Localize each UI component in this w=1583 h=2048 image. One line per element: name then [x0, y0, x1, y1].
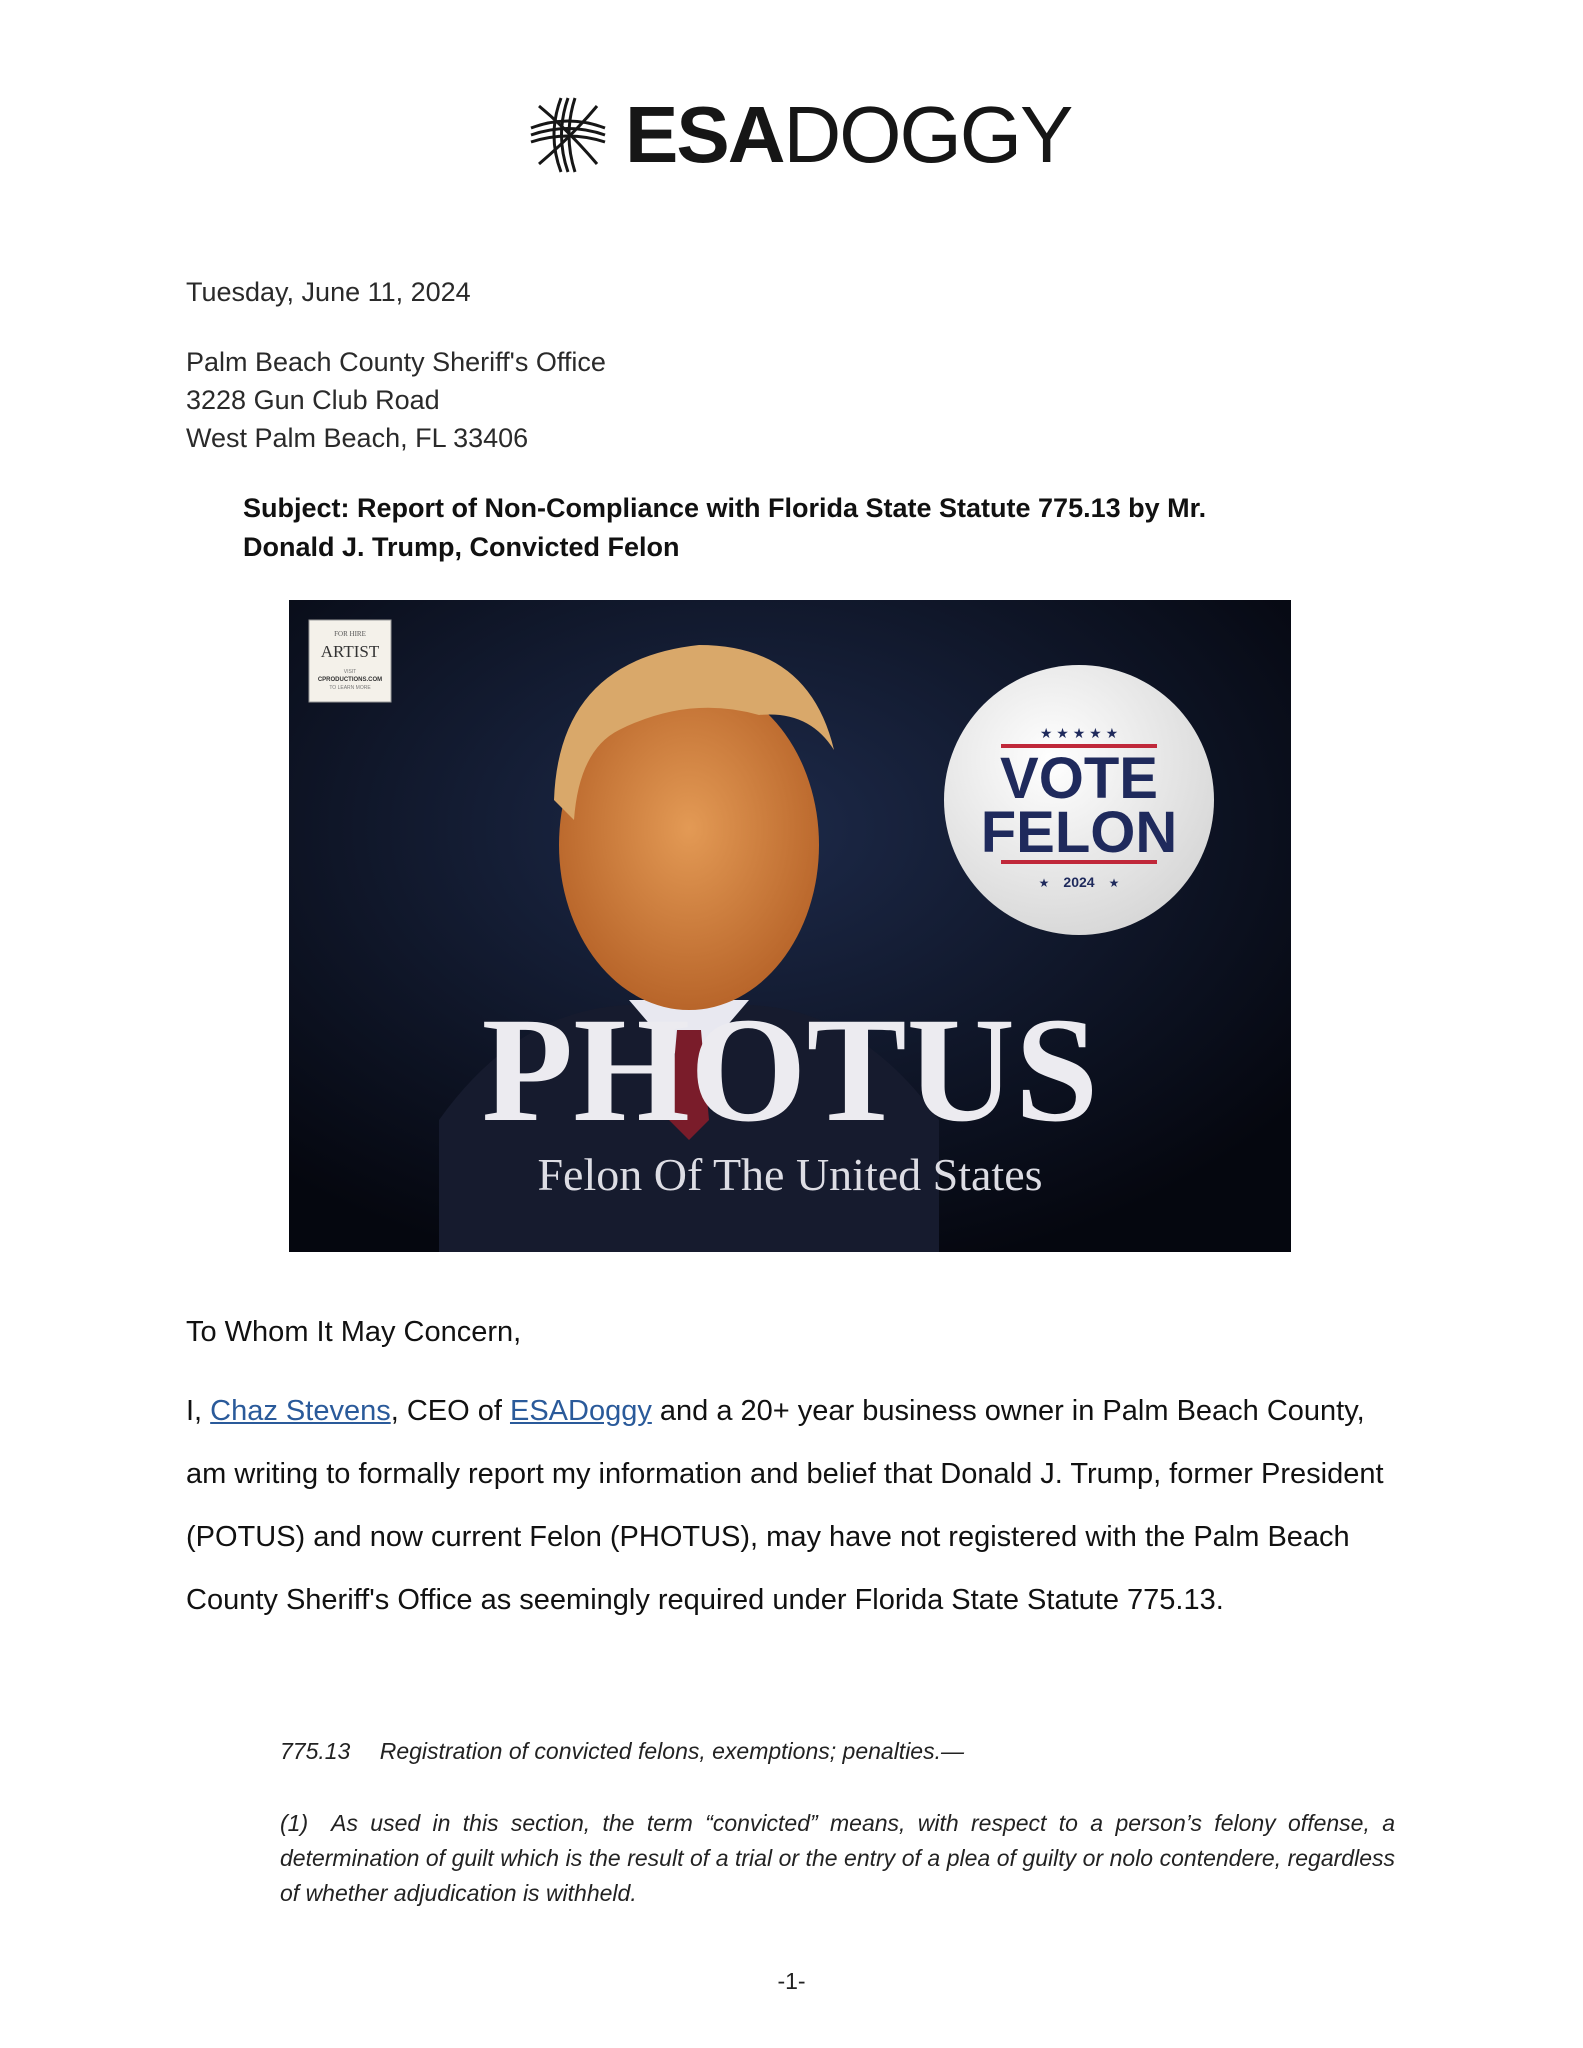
subject-line-1: Subject: Report of Non-Compliance with Florida State Statute 775.13 by Mr.: [243, 493, 1207, 523]
statute-paragraph: (1) As used in this section, the term “convicted” means, with respect to a person’s felony offense, a determination of guilt which is the result of a trial or the entry of a plea of guilty or nolo contendere, regardless of whether adjudication is withheld.: [280, 1810, 1395, 1906]
headline: PHOTUS: [481, 987, 1099, 1153]
logo-wordmark: [625, 92, 1071, 178]
logo-bold: ESA: [625, 90, 784, 179]
letter-date: Tuesday, June 11, 2024: [186, 277, 471, 307]
body-text-c: and a 20+ year business owner in Palm Beach County, am writing to formally report my information and belief that Donald J. Trump, former President (POTUS) and now current Felon (PHOTUS), may have not registered with the Palm Beach County Sheriff's Office as seemingly required under Florida State Statute 775.13.: [186, 1395, 1384, 1616]
body-text-b: , CEO of: [390, 1395, 510, 1427]
tagline: Felon Of The United States: [537, 1149, 1043, 1200]
photus-graphic: [289, 600, 1291, 1252]
statute-heading: 775.13 Registration of convicted felons, exemptions; penalties.—: [280, 1738, 964, 1764]
button-star-right: ★: [1108, 876, 1120, 890]
logo-light: DOGGY: [783, 90, 1072, 179]
esadoggy-mark-icon: [525, 92, 611, 178]
badge-sub: VISIT: [343, 669, 357, 675]
address-line: 3228 Gun Club Road: [186, 385, 440, 415]
address-line: Palm Beach County Sheriff's Office: [186, 347, 606, 377]
button-stars: ★ ★ ★ ★ ★: [1039, 725, 1119, 741]
subject-line-2: Donald J. Trump, Convicted Felon: [243, 532, 680, 562]
badge-main: ARTIST: [320, 642, 380, 661]
badge-site: CPRODUCTIONS.COM: [317, 677, 383, 683]
esadoggy-logo: [525, 90, 1072, 179]
badge-top: FOR HIRE: [334, 630, 366, 638]
photus-image: [289, 600, 1291, 1252]
button-line2: FELON: [980, 800, 1178, 865]
address-line: West Palm Beach, FL 33406: [186, 423, 529, 453]
body-text-a: I,: [186, 1395, 211, 1427]
body-paragraph: [186, 1380, 1406, 1632]
page-number: -1-: [777, 1968, 806, 1994]
chaz-stevens-link[interactable]: Chaz Stevens: [210, 1395, 391, 1427]
button-star-left: ★: [1038, 876, 1050, 890]
badge-foot: TO LEARN MORE: [329, 685, 371, 691]
salutation: To Whom It May Concern,: [186, 1316, 522, 1348]
button-line1: VOTE: [1000, 746, 1158, 811]
button-year: 2024: [1063, 874, 1095, 890]
recipient-address: [186, 343, 606, 457]
subject-line: [243, 489, 1373, 567]
esadoggy-link[interactable]: ESADoggy: [509, 1395, 652, 1427]
